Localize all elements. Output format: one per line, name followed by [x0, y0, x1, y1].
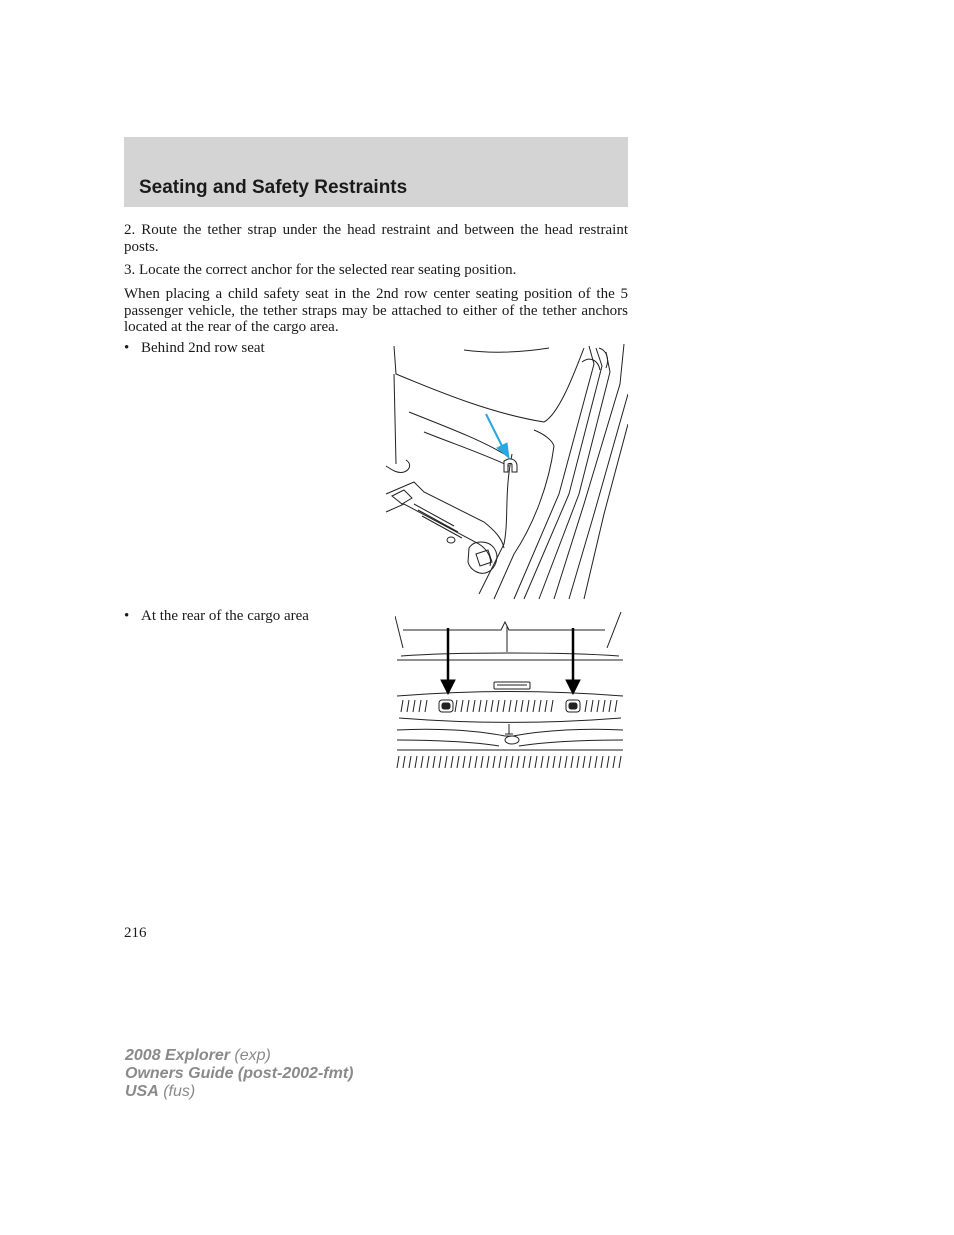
bullet-behind-seat: [124, 340, 265, 357]
bullet-cargo-area: [124, 608, 309, 625]
bullet-text: At the rear of the cargo area: [141, 608, 309, 624]
document-footer: [125, 1047, 353, 1101]
step-3-paragraph: 3. Locate the correct anchor for the selected rear seating position.: [124, 262, 517, 278]
footer-line-2: [125, 1065, 353, 1083]
footer-guide: Owners Guide (post-2002-fmt): [125, 1065, 354, 1082]
footer-model-code: (exp): [229, 1047, 271, 1064]
bullet-text: Behind 2nd row seat: [141, 340, 265, 356]
footer-market: USA: [125, 1083, 159, 1100]
footer-market-code: (fus): [158, 1083, 196, 1100]
section-header: [124, 137, 628, 207]
page-number: 216: [124, 925, 147, 941]
footer-line-3: [125, 1083, 353, 1101]
intro-paragraph: When placing a child safety seat in the 2nd row center seating position of the 5 passenger vehicle, the tether straps may be attached to either of the tether anchors located at the rear of the cargo area.: [124, 286, 628, 335]
step-2-paragraph: 2. Route the tether strap under the head restraint and between the head restraint posts.: [124, 222, 628, 255]
seat-anchor-illustration: [384, 344, 628, 600]
section-title: Seating and Safety Restraints: [139, 177, 408, 198]
footer-line-1: [125, 1047, 353, 1065]
footer-model: 2008 Explorer: [125, 1047, 230, 1064]
bullet-dot: •: [124, 340, 130, 356]
cargo-anchor-illustration: [395, 612, 627, 772]
bullet-dot: •: [124, 608, 130, 624]
